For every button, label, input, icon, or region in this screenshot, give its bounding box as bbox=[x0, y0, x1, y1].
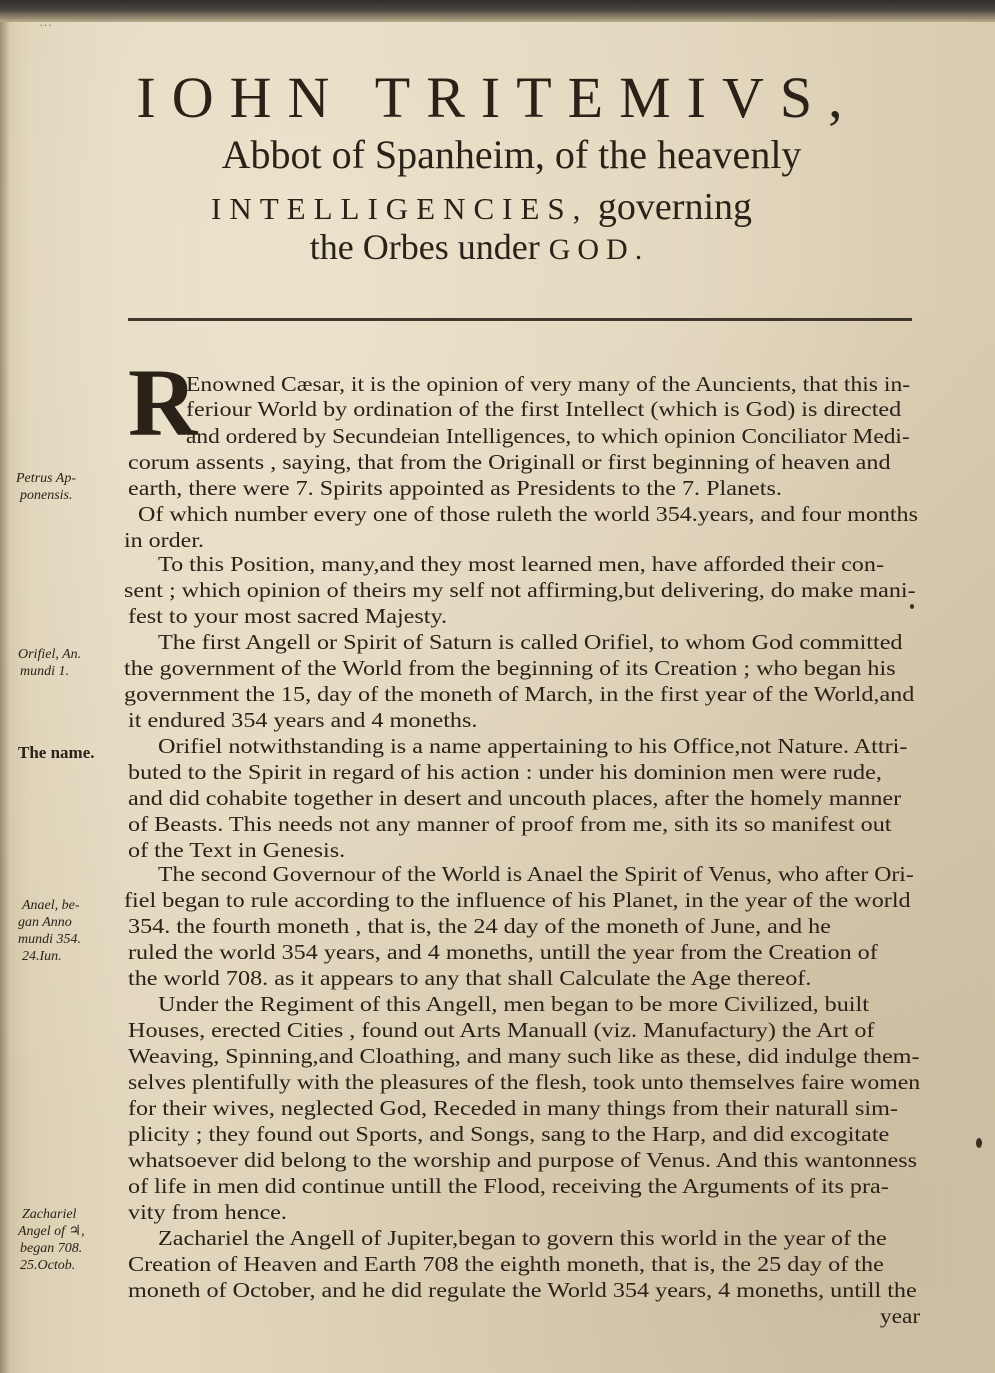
margin-note: Zachariel bbox=[22, 1207, 77, 1222]
margin-note: 24.Iun. bbox=[22, 949, 62, 964]
body-line: To this Position, many,and they most learned men, have afforded their con- bbox=[158, 552, 884, 576]
drop-cap: R bbox=[128, 349, 198, 456]
body-line: corum assents , saying, that from the Originall or first beginning of heaven and bbox=[128, 450, 891, 474]
title-line-3-rest: governing bbox=[588, 186, 752, 228]
body-line: selves plentifully with the pleasures of the flesh, took unto themselves faire women bbox=[128, 1070, 921, 1094]
margin-note: ponensis. bbox=[20, 488, 73, 503]
body-line: and did cohabite together in desert and uncouth places, after the homely manner bbox=[128, 786, 902, 810]
body-line: Weaving, Spinning,and Cloathing, and many such like as these, did indulge them- bbox=[128, 1044, 920, 1068]
body-line: government the 15, day of the moneth of March, in the first year of the World,and bbox=[124, 682, 915, 706]
body-line: fest to your most sacred Majesty. bbox=[128, 604, 448, 628]
body-line: of life in men did continue untill the Flood, receiving the Arguments of its pra- bbox=[128, 1174, 889, 1198]
margin-note: Petrus Ap- bbox=[16, 471, 77, 486]
title-line-3-caps: INTELLIGENCIES, bbox=[211, 191, 589, 226]
page-top-edge bbox=[0, 0, 995, 22]
margin-note: 25.Octob. bbox=[20, 1258, 76, 1273]
body-line: and ordered by Secundeian Intelligences, to which opinion Conciliator Medi- bbox=[186, 424, 910, 448]
title-line-4-start: the Orbes under bbox=[309, 227, 549, 267]
margin-note: gan Anno bbox=[18, 915, 72, 930]
body-line: year bbox=[880, 1304, 921, 1328]
margin-note: began 708. bbox=[20, 1241, 83, 1256]
body-line: Creation of Heaven and Earth 708 the eighth moneth, that is, the 25 day of the bbox=[128, 1252, 884, 1276]
body-line: of the Text in Genesis. bbox=[128, 838, 346, 862]
body-line: vity from hence. bbox=[128, 1200, 287, 1224]
title-line-4 bbox=[0, 226, 977, 271]
body-line: buted to the Spirit in regard of his action : under his dominion men were rude, bbox=[128, 760, 882, 784]
body-line: Orifiel notwithstanding is a name appertaining to his Office,not Nature. Attri- bbox=[158, 734, 908, 758]
margin-note: mundi 354. bbox=[18, 932, 81, 947]
body-line: the government of the World from the beginning of its Creation ; who began his bbox=[124, 656, 896, 680]
body-line: 354. the fourth moneth , that is, the 24 day of the moneth of June, and he bbox=[128, 914, 831, 938]
body-line: Enowned Cæsar, it is the opinion of very many of the Auncients, that this in- bbox=[186, 372, 911, 396]
margin-note: Anael, be- bbox=[22, 898, 80, 913]
body-line: the world 708. as it appears to any that shall Calculate the Age thereof. bbox=[128, 966, 812, 990]
body-line: ruled the world 354 years, and 4 moneths, untill the year from the Creation of bbox=[128, 940, 878, 964]
body-line: Of which number every one of those ruleth the world 354.years, and four months bbox=[138, 502, 918, 526]
body-line: moneth of October, and he did regulate the World 354 years, 4 moneths, untill the bbox=[128, 1278, 917, 1302]
margin-note: Orifiel, An. bbox=[18, 647, 82, 662]
body-line: feriour World by ordination of the first Intellect (which is God) is directed bbox=[186, 397, 902, 421]
title-line-3 bbox=[0, 186, 979, 230]
body-line: whatsoever did belong to the worship and purpose of Venus. And this wantonness bbox=[128, 1148, 918, 1172]
title-line-2-text: Abbot of Spanheim, of the heavenly bbox=[221, 132, 802, 177]
title-line-1: IOHN TRITEMIVS, bbox=[136, 65, 859, 130]
body-line: plicity ; they found out Sports, and Songs, sang to the Harp, and did excogitate bbox=[128, 1122, 890, 1146]
body-line: The first Angell or Spirit of Saturn is called Orifiel, to whom God committed bbox=[158, 630, 903, 654]
margin-note: mundi 1. bbox=[20, 664, 69, 679]
margin-note: Angel of ♃, bbox=[18, 1224, 85, 1239]
body-line: Zachariel the Angell of Jupiter,began to govern this world in the year of the bbox=[158, 1226, 887, 1250]
body-line: Under the Regiment of this Angell, men began to be more Civilized, built bbox=[158, 992, 869, 1016]
body-line: Houses, erected Cities , found out Arts Manuall (viz. Manufactury) the Art of bbox=[128, 1018, 875, 1042]
ink-spot bbox=[976, 1138, 982, 1148]
cropped-header-text: ... bbox=[40, 14, 53, 29]
margin-note: The name. bbox=[18, 743, 95, 762]
body-line: sent ; which opinion of theirs my self not affirming,but delivering, do make mani- bbox=[124, 578, 916, 602]
body-line: fiel began to rule according to the influence of his Planet, in the year of the world bbox=[124, 888, 911, 912]
body-line: for their wives, neglected God, Receded in many things from their naturall sim- bbox=[128, 1096, 898, 1120]
body-line: of Beasts. This needs not any manner of proof from me, sith its so manifest out bbox=[128, 812, 892, 836]
title-line-4-caps: GOD. bbox=[548, 233, 650, 266]
body-line: it endured 354 years and 4 moneths. bbox=[128, 708, 478, 732]
ink-spot bbox=[910, 604, 914, 609]
body-line: earth, there were 7. Spirits appointed as Presidents to the 7. Planets. bbox=[128, 476, 782, 500]
body-line: in order. bbox=[124, 528, 204, 552]
title-divider-rule bbox=[128, 318, 912, 321]
title-line-2 bbox=[14, 132, 995, 178]
body-line: The second Governour of the World is Anael the Spirit of Venus, who after Ori- bbox=[158, 862, 914, 886]
